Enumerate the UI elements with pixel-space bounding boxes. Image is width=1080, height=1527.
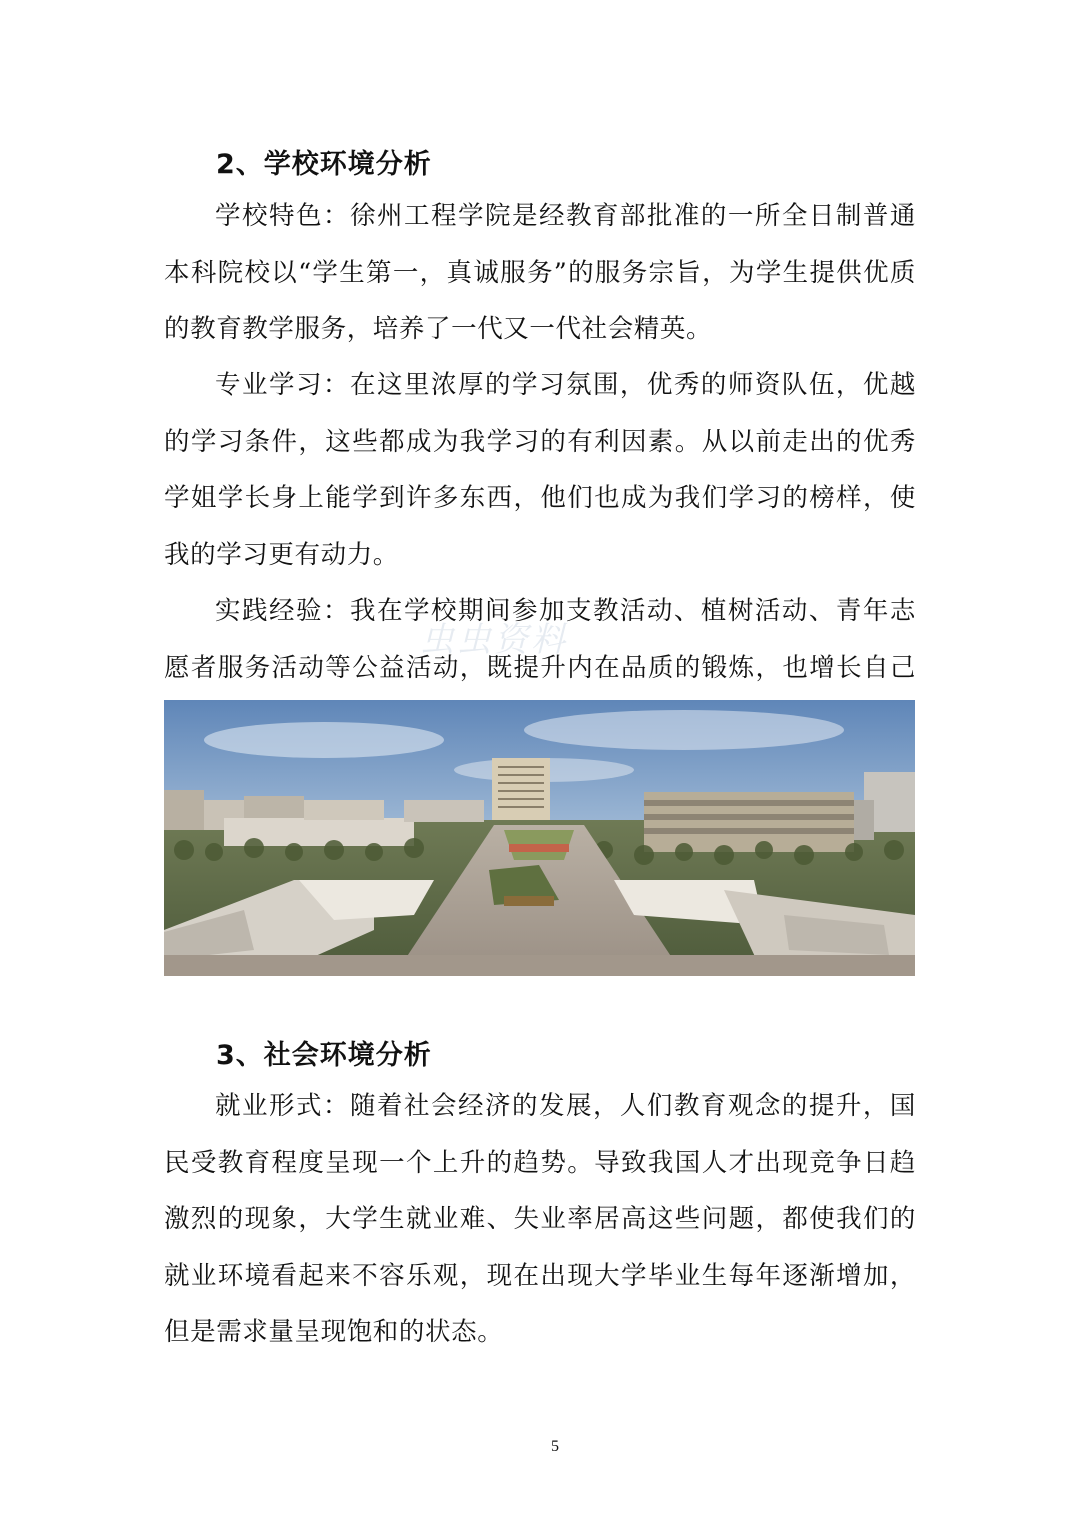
campus-photo <box>164 700 915 976</box>
section-3-heading: 3、社会环境分析 <box>216 1040 432 1071</box>
paragraph-employment-situation: 就业形式：随着社会经济的发展，人们教育观念的提升，国民受教育程度呈现一个上升的趋势。导致我国人才出现竞争日趋激烈的现象，大学生就业难、失业率居高这些问题，都使我们的就业环境看起来不容乐观，现在出现大学毕业生每年逐渐增加，但是需求量呈现饱和的状态。 <box>164 1091 916 1347</box>
page-number: 5 <box>551 1438 559 1455</box>
paragraph-professional-study: 专业学习：在这里浓厚的学习氛围，优秀的师资队伍，优越的学习条件，这些都成为我学习的有利因素。从以前走出的优秀学姐学长身上能学到许多东西，他们也成为我们学习的榜样，使我的学习更有动力。 <box>164 370 916 570</box>
section-2-heading: 2、学校环境分析 <box>216 149 432 180</box>
watermark: 虫虫资料 <box>420 620 568 660</box>
paragraph-school-features: 学校特色：徐州工程学院是经教育部批准的一所全日制普通本科院校以“学生第一，真诚服务”的服务宗旨，为学生提供优质的教育教学服务，培养了一代又一代社会精英。 <box>164 201 916 344</box>
paragraph-practice-experience: 实践经验：我在学校期间参加支教活动、植树活动、青年志愿者服务活动等公益活动，既提升内在品质的锻炼，也增长自己 <box>164 596 916 683</box>
